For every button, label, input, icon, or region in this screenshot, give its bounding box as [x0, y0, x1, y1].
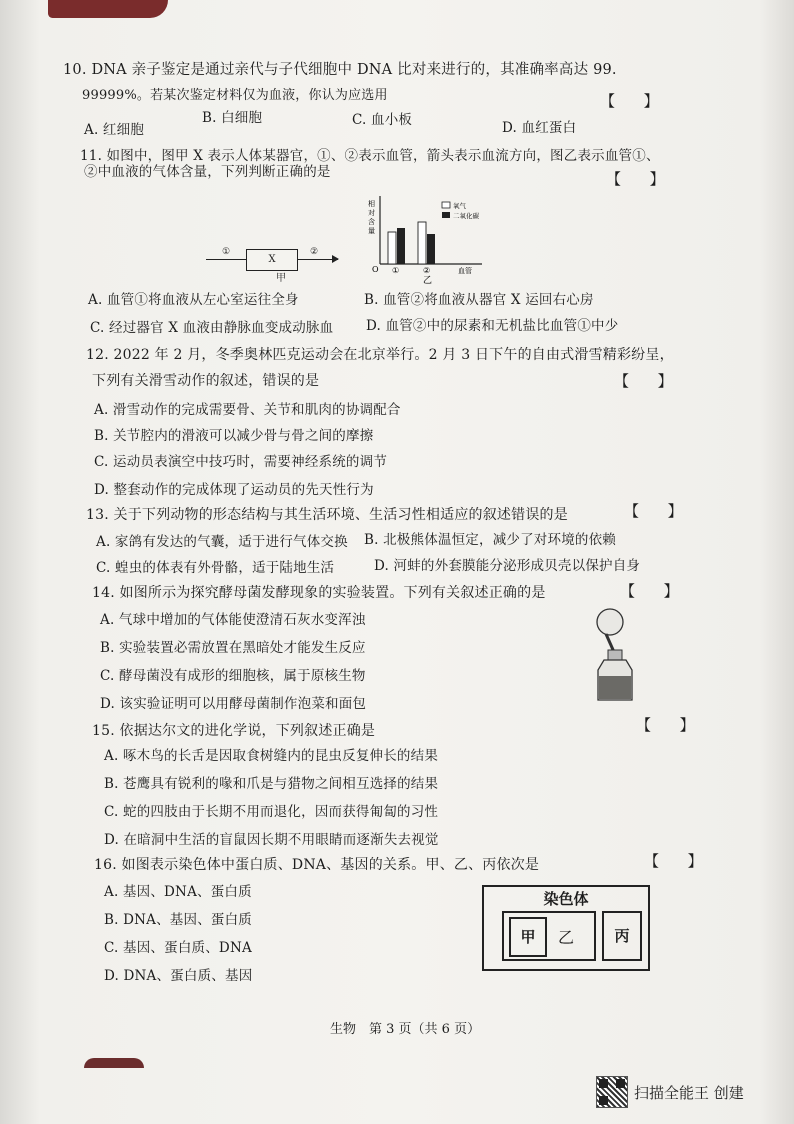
- q16-option-b: B. DNA、基因、蛋白质: [104, 912, 252, 928]
- q10-option-b: B. 白细胞: [202, 110, 263, 126]
- gas-chart-svg: [364, 192, 488, 284]
- q13-option-a: A. 家鸽有发达的气囊，适于进行气体交换: [96, 534, 348, 550]
- scanner-watermark: 扫描全能王 创建: [634, 1084, 744, 1102]
- q12-stem-line1: 12. 2022 年 2 月，冬季奥林匹克运动会在北京举行。2 月 3 日下午的自由式滑雪精彩纷呈，: [86, 347, 674, 363]
- q16-option-c: C. 基因、蛋白质、DNA: [104, 940, 252, 956]
- yeast-fermentation-apparatus: [592, 604, 642, 704]
- q14-option-c: C. 酵母菌没有成形的细胞核，属于原核生物: [100, 668, 366, 684]
- protein-box: 丙: [602, 911, 642, 961]
- q11-option-b: B. 血管②将血液从器官 X 运回右心房: [364, 292, 594, 308]
- chart-origin: O: [372, 265, 379, 274]
- chromosome-diagram: [482, 885, 650, 971]
- q12-option-a: A. 滑雪动作的完成需要骨、关节和肌肉的协调配合: [94, 402, 401, 418]
- q11-option-c: C. 经过器官 X 血液由静脉血变成动脉血: [90, 320, 334, 336]
- legend-oxygen-swatch: [442, 202, 450, 208]
- legend-co2-swatch: [442, 212, 450, 218]
- q11-stem-line1: 11. 如图中，图甲 X 表示人体某器官，①、②表示血管，箭头表示血流方向，图乙表示血管①、: [80, 148, 660, 164]
- q14-option-b: B. 实验装置必需放置在黑暗处才能发生反应: [100, 640, 366, 656]
- q13-answer-bracket[interactable]: 【 】: [624, 502, 683, 520]
- flow-arrowhead-icon: [332, 255, 339, 263]
- tick-vessel1: ①: [392, 266, 400, 275]
- q15-option-d: D. 在暗洞中生活的盲鼠因长期不用眼睛而逐渐失去视觉: [104, 832, 439, 848]
- chart-xlabel: 血管: [458, 267, 472, 275]
- q10-answer-bracket[interactable]: 【 】: [600, 92, 659, 110]
- q10-option-d: D. 血红蛋白: [502, 120, 577, 136]
- flask-neck: [608, 650, 622, 660]
- q11-stem-line2: ②中血液的气体含量，下列判断正确的是: [84, 164, 331, 180]
- q12-stem-line2: 下列有关滑雪动作的叙述，错误的是: [92, 373, 320, 389]
- q13-stem: 13. 关于下列动物的形态结构与其生活环境、生活习性相适应的叙述错误的是: [86, 507, 568, 523]
- q14-stem: 14. 如图所示为探究酵母菌发酵现象的实验装置。下列有关叙述正确的是: [92, 585, 546, 601]
- ylabel-group: [368, 199, 375, 235]
- q16-option-a: A. 基因、DNA、蛋白质: [104, 884, 252, 900]
- balloon-neck: [606, 634, 614, 652]
- q15-option-c: C. 蛇的四肢由于长期不用而退化，因而获得匍匐的习性: [104, 804, 439, 820]
- ylabel-char-3: 含: [368, 218, 375, 226]
- vessel-1-label: ①: [222, 247, 231, 257]
- q15-answer-bracket[interactable]: 【 】: [636, 716, 695, 734]
- page-edge-mark: [48, 0, 168, 18]
- tick-vessel2: ②: [423, 266, 431, 275]
- q12-option-b: B. 关节腔内的滑液可以减少骨与骨之间的摩擦: [94, 428, 374, 444]
- q11-answer-bracket[interactable]: 【 】: [606, 170, 665, 188]
- bar-vessel2-co2: [427, 234, 435, 264]
- q12-answer-bracket[interactable]: 【 】: [614, 372, 673, 390]
- q16-stem: 16. 如图表示染色体中蛋白质、DNA、基因的关系。甲、乙、丙依次是: [94, 857, 540, 873]
- q16-answer-bracket[interactable]: 【 】: [644, 852, 703, 870]
- balloon-shape: [597, 609, 623, 635]
- ylabel-char-4: 量: [368, 227, 375, 235]
- organ-x-box: X: [246, 249, 298, 271]
- q10-stem-line2: 99999%。若某次鉴定材料仅为血液，你认为应选用: [82, 88, 388, 103]
- q16-option-d: D. DNA、蛋白质、基因: [104, 968, 253, 984]
- bar-vessel2-oxygen: [418, 222, 426, 264]
- bar-vessel1-oxygen: [388, 232, 396, 264]
- figure-gas-content-chart: [364, 192, 488, 284]
- q13-option-d: D. 河蚌的外套膜能分泌形成贝壳以保护自身: [374, 558, 641, 574]
- q15-option-a: A. 啄木鸟的长舌是因取食树缝内的昆虫反复伸长的结果: [104, 748, 439, 764]
- legend-co2-label: 二氧化碳: [453, 212, 479, 220]
- q11-option-a: A. 血管①将血液从左心室运往全身: [88, 292, 299, 308]
- q15-stem: 15. 依据达尔文的进化学说，下列叙述正确是: [92, 723, 376, 739]
- qr-code-icon: [596, 1076, 628, 1108]
- page-edge-mark-bottom: [84, 1058, 144, 1068]
- label-yi: 乙: [558, 928, 575, 947]
- figure-yi-caption: 乙: [423, 276, 433, 284]
- figure-organ-x: [206, 245, 338, 284]
- q10-option-c: C. 血小板: [352, 112, 413, 128]
- page-number: 生物 第 3 页（共 6 页）: [330, 1022, 481, 1037]
- q12-option-d: D. 整套动作的完成体现了运动员的先天性行为: [94, 482, 374, 498]
- q14-answer-bracket[interactable]: 【 】: [620, 582, 679, 600]
- q14-option-d: D. 该实验证明可以用酵母菌制作泡菜和面包: [100, 696, 367, 712]
- legend-oxygen-label: 氧气: [453, 202, 466, 210]
- chromosome-title: 染色体: [543, 890, 589, 908]
- flask-liquid: [599, 676, 631, 699]
- vessel-2-label: ②: [310, 247, 319, 257]
- q13-option-c: C. 蝗虫的体表有外骨骼，适于陆地生活: [96, 560, 335, 576]
- gene-inner-box: 甲: [509, 917, 547, 957]
- ylabel-char-2: 对: [368, 209, 375, 217]
- dna-outer-box: [502, 911, 596, 961]
- ylabel-char-1: 相: [368, 200, 375, 208]
- q14-option-a: A. 气球中增加的气体能使澄清石灰水变浑浊: [100, 612, 366, 628]
- bar-vessel1-co2: [397, 228, 405, 264]
- q15-option-b: B. 苍鹰具有锐利的喙和爪是与猎物之间相互选择的结果: [104, 776, 439, 792]
- q10-stem-line1: 10. DNA 亲子鉴定是通过亲代与子代细胞中 DNA 比对来进行的，其准确率高达 99.: [63, 62, 617, 78]
- q10-option-a: A. 红细胞: [84, 122, 145, 138]
- q12-option-c: C. 运动员表演空中技巧时，需要神经系统的调节: [94, 454, 388, 470]
- flask-svg: [592, 604, 642, 704]
- q13-option-b: B. 北极熊体温恒定，减少了对环境的依赖: [364, 532, 617, 548]
- figure-jia-caption: 甲: [276, 273, 286, 284]
- q11-option-d: D. 血管②中的尿素和无机盐比血管①中少: [366, 318, 619, 334]
